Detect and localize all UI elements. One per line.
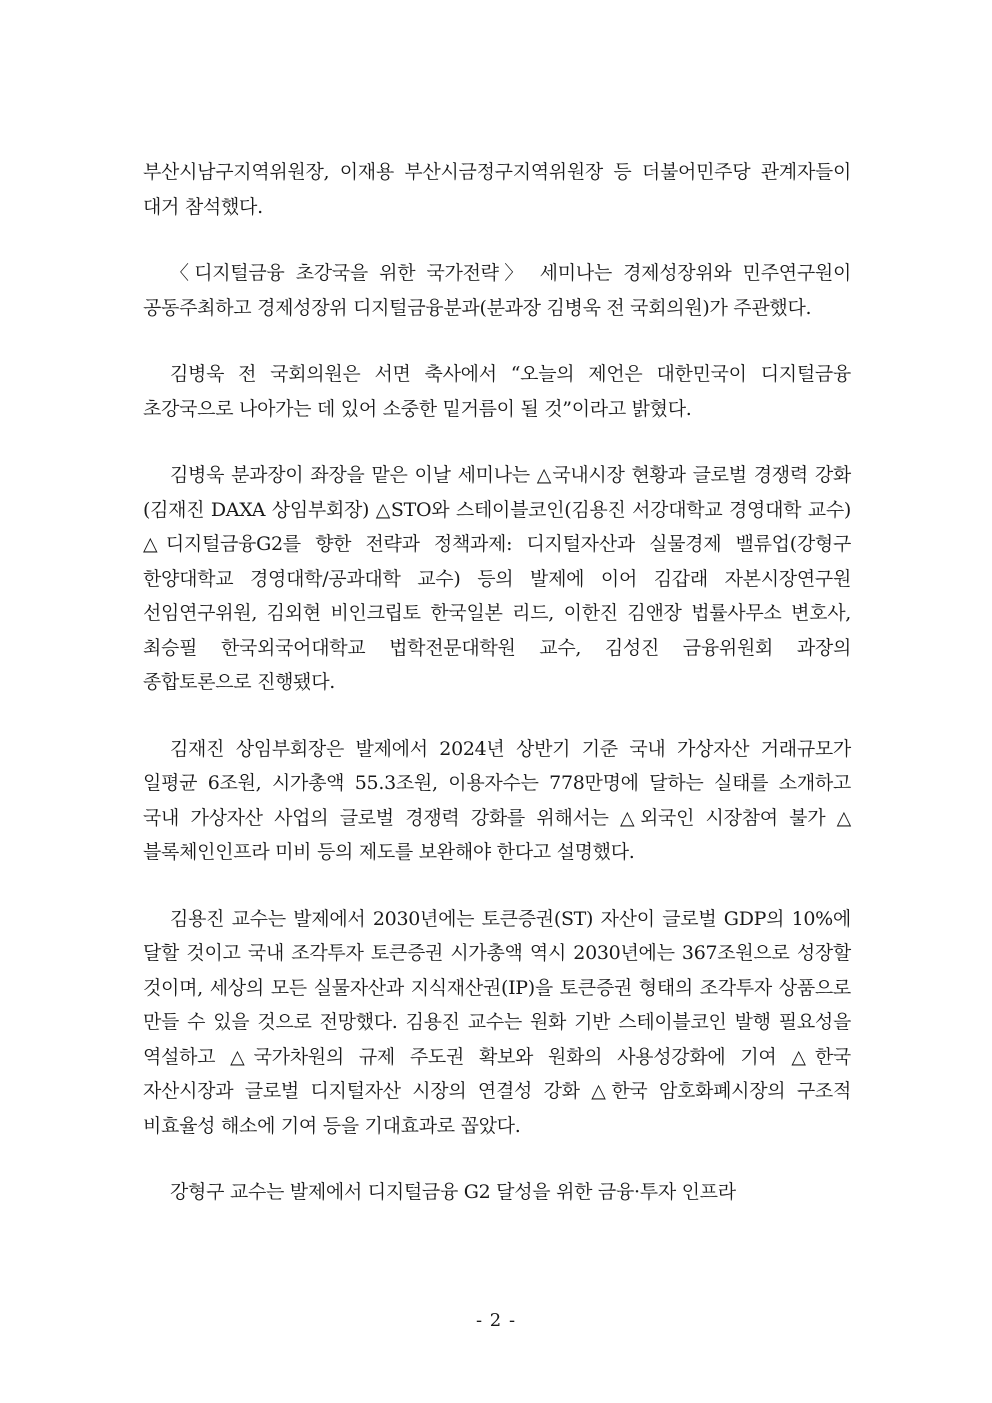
paragraph-congratulatory-speech: 김병욱 전 국회의원은 서면 축사에서 “오늘의 제언은 대한민국이 디지털금융 초강국으로 나아가는 데 있어 소중한 밑거름이 될 것”이라고 밝혔다. <box>143 363 851 420</box>
paragraph-seminar-program: 김병욱 분과장이 좌장을 맡은 이날 세미나는 △국내시장 현황과 글로벌 경쟁력 강화(김재진 DAXA 상임부회장) △STO와 스테이블코인(김용진 서강대학교 경영대학 교수) △디지털금융G2를 향한 전략과 정책과제: 디지털자산과 실물경제 밸류업(강형구 한양대학교 경영대학/공과대학 교수) 등의 발제에 이어 김갑래 자본시장연구원 선임연구위원, 김외현 비인크립토 한국일본 리드, 이한진 김앤장 법률사무소 변호사, 최승필 한국외국어대학교 법학전문대학원 교수, 김성진 금융위원회 과장의 종합토론으로 진행됐다. <box>143 464 851 693</box>
paragraph-kim-yongjin-presentation: 김용진 교수는 발제에서 2030년에는 토큰증권(ST) 자산이 글로벌 GDP의 10%에 달할 것이고 국내 조각투자 토큰증권 시가총액 역시 2030년에는 367조원으로 성장할 것이며, 세상의 모든 실물자산과 지식재산권(IP)을 토큰증권 형태의 조각투자 상품으로 만들 수 있을 것으로 전망했다. 김용진 교수는 원화 기반 스테이블코인 발행 필요성을 역설하고 △국가차원의 규제 주도권 확보와 원화의 사용성강화에 기여 △한국 자산시장과 글로벌 디지털자산 시장의 연결성 강화 △한국 암호화폐시장의 구조적 비효율성 해소에 기여 등을 기대효과로 꼽았다. <box>143 907 851 1137</box>
document-body <box>143 155 851 1242</box>
page-number: - 2 - <box>475 1310 517 1331</box>
paragraph-kang-hyunggu-presentation: 강형구 교수는 발제에서 디지털금융 G2 달성을 위한 금융·투자 인프라 <box>170 1181 736 1203</box>
paragraph-seminar-hosts: 〈디지털금융 초강국을 위한 국가전략〉 세미나는 경제성장위와 민주연구원이 공동주최하고 경제성장위 디지털금융분과(분과장 김병욱 전 국회의원)가 주관했다. <box>143 262 851 319</box>
paragraph-attendees: 부산시남구지역위원장, 이재용 부산시금정구지역위원장 등 더불어민주당 관계자들이 대거 참석했다. <box>143 161 851 218</box>
paragraph-kim-jaejin-presentation: 김재진 상임부회장은 발제에서 2024년 상반기 기준 국내 가상자산 거래규모가 일평균 6조원, 시가총액 55.3조원, 이용자수는 778만명에 달하는 실태를 소개하고 국내 가상자산 사업의 글로벌 경쟁력 강화를 위해서는 △외국인 시장참여 불가 △블록체인인프라 미비 등의 제도를 보완해야 한다고 설명했다. <box>143 737 851 863</box>
